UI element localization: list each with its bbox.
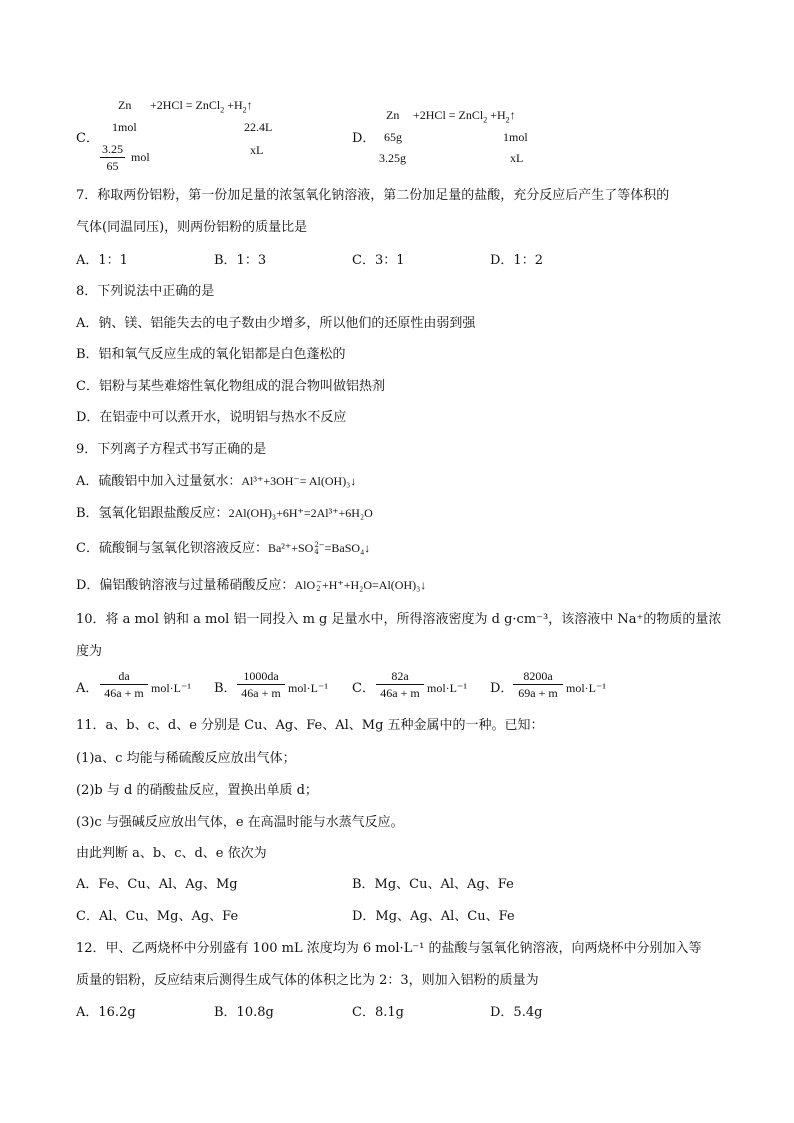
q10-label-c: C． [352, 681, 375, 696]
q10-unit-d: mol·L⁻¹ [566, 681, 606, 695]
q12-stem-line1: 12．甲、乙两烧杯中分别盛有 100 mL 浓度均为 6 mol·L⁻¹ 的盐酸与氢氧化钠溶液，向两烧杯中分别加入等 [76, 941, 702, 956]
q10-label-b: B． [214, 681, 237, 696]
q12-option-d[interactable]: D．5.4g [490, 1005, 543, 1020]
q11-condition-2: (2)b 与 d 的硝酸盐反应，置换出单质 d； [76, 783, 318, 798]
q9-option-a[interactable]: A．硫酸铝中加入过量氨水：Al³⁺+3OH⁻= Al(OH)₃↓ [76, 474, 357, 489]
q11-option-a[interactable]: A．Fe、Cu、Al、Ag、Mg [76, 877, 238, 892]
eq-rest-d: +2HCl = ZnCl$_2$ $+H_2↑$ [413, 108, 516, 125]
option-label-c: C． [76, 131, 99, 146]
option-label-d: D． [352, 131, 376, 146]
q7-option-c[interactable]: C．3：1 [352, 253, 405, 268]
q11-option-b[interactable]: B．Mg、Cu、Al、Ag、Fe [352, 877, 514, 892]
q10-frac-a: $\frac{da}{46a + m}$ [100, 669, 148, 700]
q11-option-c[interactable]: C．Al、Cu、Mg、Ag、Fe [76, 909, 239, 924]
q10-unit-a: mol·L⁻¹ [151, 681, 191, 695]
q12-stem-line2: 质量的铝粉，反应结束后测得生成气体的体积之比为 2：3，则加入铝粉的质量为 [76, 973, 539, 988]
q10-frac-b: $\frac{1000da}{46a + m}$ [237, 669, 285, 700]
eq-rest-c: +2HCl = ZnCl$_2$ $+H_2↑$ [150, 98, 253, 115]
under-zn-c: 1mol [112, 120, 137, 134]
q8-stem: 8．下列说法中正确的是 [76, 284, 215, 299]
q8-option-c[interactable]: C．铝粉与某些难熔性氧化物组成的混合物叫做铝热剂 [76, 379, 385, 394]
q10-stem-line1: 10．将 a mol 钠和 a mol 铝一同投入 m g 足量水中，所得溶液密度为 d g·cm⁻³，该溶液中 Na⁺的物质的量浓 [76, 612, 722, 627]
q9-option-c[interactable]: C．硫酸铜与氢氧化钡溶液反应：Ba²⁺+SO 2− 4 =BaSO₄↓ [76, 540, 371, 556]
q9-option-b[interactable]: B．氢氧化铝跟盐酸反应：2Al(OH)₃+6H⁺=2Al³⁺+6H₂O [76, 506, 373, 521]
q10-frac-c: $\frac{82a}{46a + m}$ [376, 669, 424, 700]
q11-stem: 11．a、b、c、d、e 分别是 Cu、Ag、Fe、Al、Mg 五种金属中的一种。已知： [76, 718, 544, 733]
q10-stem-line2: 度为 [76, 644, 103, 659]
q8-option-b[interactable]: B．铝和氧气反应生成的氧化铝都是白色蓬松的 [76, 347, 346, 362]
q11-condition-1: (1)a、c 均能与稀硫酸反应放出气体； [76, 751, 296, 766]
xl-d: xL [510, 151, 524, 165]
q10-label-a: A． [76, 681, 99, 696]
xl-c: xL [250, 143, 264, 157]
under-h2-d: 1mol [503, 130, 528, 144]
fraction-c: $\frac{3.25}{65}$ [102, 142, 123, 173]
q10-label-d: D． [490, 681, 514, 696]
q12-option-c[interactable]: C．8.1g [352, 1005, 404, 1020]
eq-zn-c: Zn [118, 98, 132, 112]
under-zn-d: 65g [384, 130, 402, 144]
q10-unit-b: mol·L⁻¹ [288, 681, 328, 695]
eq-zn-d: Zn [386, 108, 400, 122]
q7-option-a[interactable]: A．1：1 [76, 253, 128, 268]
q9-stem: 9．下列离子方程式书写正确的是 [76, 442, 267, 457]
q11-option-d[interactable]: D．Mg、Ag、Al、Cu、Fe [352, 909, 515, 924]
q8-option-a[interactable]: A．钠、镁、铝能失去的电子数由少增多，所以他们的还原性由弱到强 [76, 316, 476, 331]
under-h2-c: 22.4L [244, 120, 273, 134]
mass-d: 3.25g [379, 151, 406, 165]
q7-option-b[interactable]: B．1：3 [214, 253, 267, 268]
q10-frac-d: $\frac{8200a}{69a + m}$ [513, 669, 563, 700]
q11-condition-3: (3)c 与强碱反应放出气体，e 在高温时能与水蒸气反应。 [76, 815, 404, 830]
q9-option-d[interactable]: D．偏铝酸钠溶液与过量稀硝酸反应：AlO − 2 +H⁺+H₂O=Al(OH)₃↓ [76, 577, 427, 593]
q11-judge: 由此判断 a、b、c、d、e 依次为 [76, 846, 267, 861]
q7-option-d[interactable]: D．1：2 [490, 253, 543, 268]
q8-option-d[interactable]: D．在铝壶中可以煮开水，说明铝与热水不反应 [76, 410, 347, 425]
q7-stem-line1: 7．称取两份铝粉，第一份加足量的浓氢氧化钠溶液，第二份加足量的盐酸，充分反应后产生了等体积的 [76, 188, 670, 203]
q7-stem-line2: 气体(同温同压)，则两份铝粉的质量比是 [76, 220, 308, 235]
q12-option-b[interactable]: B．10.8g [214, 1005, 274, 1020]
frac-unit-c: mol [131, 150, 150, 164]
q12-option-a[interactable]: A．16.2g [76, 1005, 136, 1020]
q10-unit-c: mol·L⁻¹ [427, 681, 467, 695]
